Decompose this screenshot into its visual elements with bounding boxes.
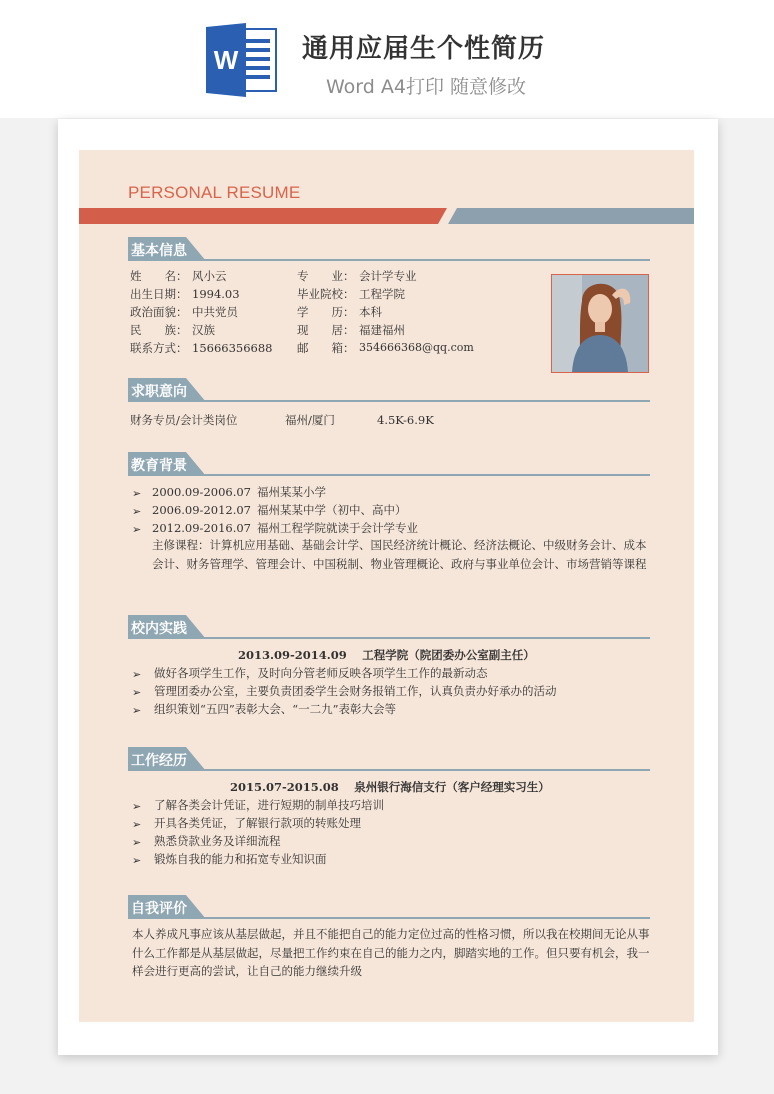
work-item: 了解各类会计凭证，进行短期的制单技巧培训 xyxy=(154,798,384,812)
arrow-bullet-icon: ➢ xyxy=(132,854,142,867)
arrow-bullet-icon: ➢ xyxy=(132,704,142,717)
politics-value: 中共党员 xyxy=(192,305,238,319)
work-item: 锻炼自我的能力和拓宽专业知识面 xyxy=(154,852,327,866)
work-title: 2015.07-2015.08 泉州银行海信支行（客户经理实习生） xyxy=(230,780,550,794)
politics-label: 政治面貌： xyxy=(130,305,188,319)
edu-period: 2012.09-2016.07 xyxy=(152,521,251,535)
section-education xyxy=(128,452,650,476)
header-band-red xyxy=(79,208,447,224)
campus-item: 管理团委办公室，主要负责团委学生会财务报销工作，认真负责办好承办的活动 xyxy=(154,684,557,698)
arrow-bullet-icon: ➢ xyxy=(132,800,142,813)
edu-school: 福州某某小学 xyxy=(257,485,326,499)
degree-label: 学 历： xyxy=(297,305,355,319)
word-document-icon xyxy=(206,23,278,97)
section-heading: 校内实践 xyxy=(131,621,187,637)
section-heading: 自我评价 xyxy=(131,901,187,917)
edu-period: 2000.09-2006.07 xyxy=(152,485,251,499)
self-evaluation-text: 本人养成凡事应该从基层做起，并且不能把自己的能力定位过高的性格习惯，所以我在校期间无论从事什么工作都是从基层做起，尽量把工作约束在自己的能力之内，脚踏实地的工作。但只要有机会，我一样会进行更高的尝试，让自己的能力继续升级 xyxy=(132,927,650,978)
campus-item: 组织策划“五四”表彰大会、“一二九”表彰大会等 xyxy=(154,702,397,716)
intent-salary: 4.5K-6.9K xyxy=(377,413,434,427)
major-label: 专 业： xyxy=(297,269,355,283)
work-item: 开具各类凭证，了解银行款项的转账处理 xyxy=(154,816,361,830)
promo-subtitle: Word A4打印 随意修改 xyxy=(326,76,527,98)
header-band-gray xyxy=(448,208,694,224)
education-courses: 主修课程：计算机应用基础、基础会计学、国民经济统计概论、经济法概论、中级财务会计、成本会计、财务管理学、管理会计、中国税制、物业管理概论、政府与事业单位会计、市场营销等课程 xyxy=(152,538,647,571)
work-item: 熟悉贷款业务及详细流程 xyxy=(154,834,281,848)
major-value: 会计学专业 xyxy=(359,269,417,283)
promo-title: 通用应届生个性简历 xyxy=(302,34,546,64)
name-label: 姓 名： xyxy=(130,269,188,283)
arrow-bullet-icon: ➢ xyxy=(132,668,142,681)
section-basic-info xyxy=(128,237,650,261)
email-value: 354666368@qq.com xyxy=(359,341,474,354)
contact-label: 联系方式： xyxy=(130,341,188,355)
email-label: 邮 箱： xyxy=(297,341,355,355)
residence-value: 福建福州 xyxy=(359,323,405,337)
section-campus-practice xyxy=(128,615,650,639)
degree-value: 本科 xyxy=(359,305,382,319)
arrow-bullet-icon: ➢ xyxy=(132,487,142,500)
school-label: 毕业院校： xyxy=(297,287,355,301)
intent-position: 财务专员/会计类岗位 xyxy=(130,413,238,427)
ethnic-label: 民 族： xyxy=(130,323,188,337)
section-heading: 工作经历 xyxy=(131,753,187,769)
arrow-bullet-icon: ➢ xyxy=(132,505,142,518)
residence-label: 现 居： xyxy=(297,323,355,337)
campus-title: 2013.09-2014.09 工程学院（院团委办公室副主任） xyxy=(238,648,535,662)
arrow-bullet-icon: ➢ xyxy=(132,523,142,536)
name-value: 风小云 xyxy=(192,269,227,283)
contact-value: 15666356688 xyxy=(192,341,273,355)
campus-item: 做好各项学生工作，及时向分管老师反映各项学生工作的最新动态 xyxy=(154,666,488,680)
arrow-bullet-icon: ➢ xyxy=(132,818,142,831)
resume-page xyxy=(79,150,694,1022)
section-heading: 基本信息 xyxy=(131,243,187,259)
resume-title: PERSONAL RESUME xyxy=(128,183,301,202)
profile-photo xyxy=(551,274,649,373)
ethnic-value: 汉族 xyxy=(192,323,215,337)
section-heading: 教育背景 xyxy=(131,458,187,474)
school-value: 工程学院 xyxy=(359,287,405,301)
promo-header xyxy=(0,0,774,118)
birth-value: 1994.03 xyxy=(192,287,240,301)
edu-school: 福州工程学院就读于会计学专业 xyxy=(257,521,418,535)
section-heading: 求职意向 xyxy=(131,384,187,400)
birth-label: 出生日期： xyxy=(130,287,188,301)
section-work-experience xyxy=(128,747,650,771)
arrow-bullet-icon: ➢ xyxy=(132,836,142,849)
arrow-bullet-icon: ➢ xyxy=(132,686,142,699)
section-self-evaluation xyxy=(128,895,650,919)
edu-school: 福州某某中学（初中、高中） xyxy=(257,503,407,517)
edu-period: 2006.09-2012.07 xyxy=(152,503,251,517)
svg-text:W: W xyxy=(213,45,239,75)
section-job-intent xyxy=(128,378,650,402)
intent-location: 福州/厦门 xyxy=(285,413,335,427)
